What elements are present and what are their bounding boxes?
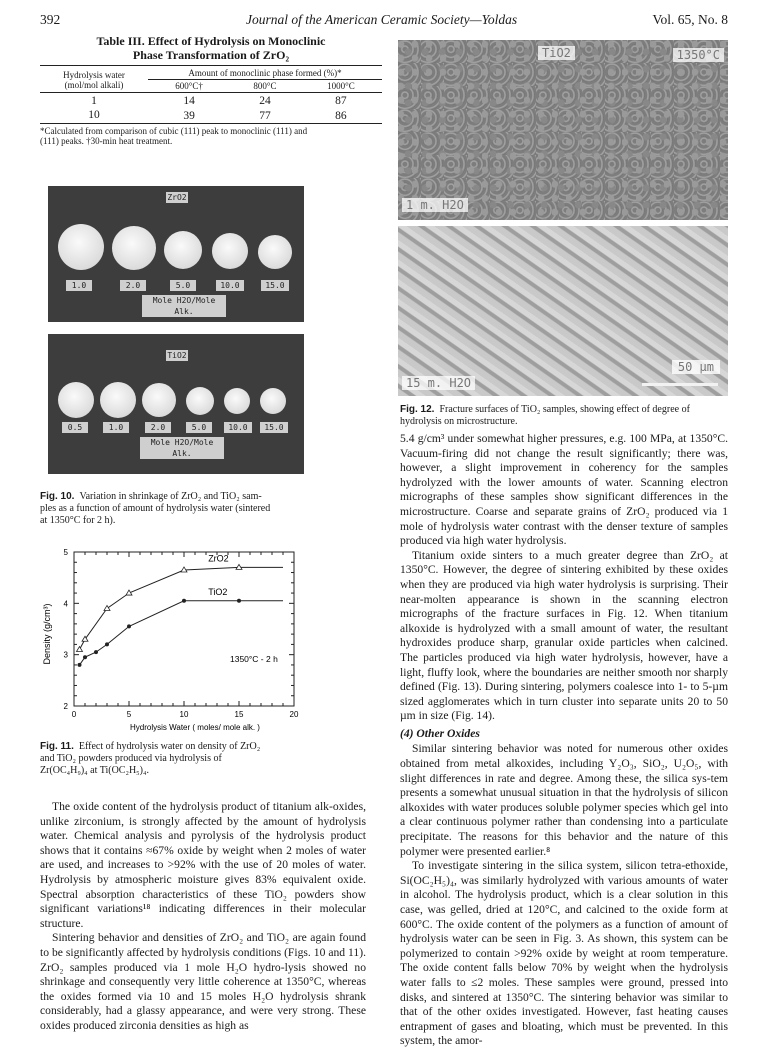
section-heading: (4) Other Oxides: [400, 726, 480, 740]
cell: 39: [183, 109, 195, 122]
sample-disk: [58, 382, 94, 418]
sample-label: 15.0: [261, 280, 289, 291]
fig10-zro2-photo: [48, 186, 304, 322]
cell: 87: [335, 94, 347, 107]
body-paragraph: The oxide content of the hydrolysis product of titanium alk-oxides, unlike zirconium, is strongly affected by the amount of hydrolysis water. Chemical analysis and pyrolysis of the hydrolysis product shows that it contains ≈67% oxide by weight when 2 moles of water are used, and increases to >92% with the use of 20 moles of water. Hydrolysis by atmospheric moisture gives 83% equivalent oxide. Spectral absorption characteristics of these TiO₂ powders show significant variations¹⁸ indicating differences in their molecular structure.: [40, 800, 366, 930]
cell: 1: [91, 95, 97, 107]
table-iii: [40, 34, 382, 146]
series-label: TiO2: [208, 586, 228, 597]
cell: 24: [259, 94, 271, 107]
fig10-tio2-photo: [48, 334, 304, 474]
water-tag: 1 m. H2O: [402, 198, 468, 212]
caption-label: Fig. 12.: [400, 404, 435, 415]
body-paragraph: 5.4 g/cm³ under somewhat higher pressures, e.g. 100 MPa, at 1350°C. Vacuum-firing did not change the result significantly; there was, however, a slight improvement in coherency for the samples hydrolyzed with the lower amounts of water. Scanning electron micrographs of these samples show significant differences in the microstructure. Coarse and separate grains of ZrO₂ produced via 1 mole of hydrolysis water contrast with the denser texture of samples produced via high water hydrolysis.: [400, 432, 728, 548]
table-footnote-1: *Calculated from comparison of cubic (111) peak to monoclinic (111) and: [40, 126, 308, 136]
y-axis-label: Density (g/cm³): [42, 603, 52, 665]
y-tick-label: 5: [63, 548, 68, 557]
body-paragraph: Similar sintering behavior was noted for numerous other oxides obtained from metal alkoxides, including Y₂O₃, SiO₂, U₂O₅, with slight differences in rate and degree. Among these, the silica sys-tem presents a somewhat unusual situation in that the hydrolysis of silicon alkoxides with water produces soluble polymer species which gel into a clear continuous polymer rather than condensing into a particulate precipitate. The reasons for this behavior and the nature of this polymer were presented earlier.⁸: [400, 742, 728, 858]
sample-disk: [164, 231, 202, 269]
col-head-temp: 1000°C: [327, 81, 355, 91]
sample-label: 5.0: [170, 280, 196, 291]
sample-label: 2.0: [145, 422, 171, 433]
data-point-triangle: [104, 605, 110, 610]
table-title-line1: Table III. Effect of Hydrolysis on Monoclinic: [96, 34, 326, 48]
cell: 10: [88, 109, 100, 121]
cell: 14: [183, 94, 195, 107]
fig12-caption: [400, 404, 730, 428]
sample-label: 10.0: [216, 280, 244, 291]
series-label: ZrO2: [208, 553, 229, 564]
table-row: [40, 93, 382, 109]
sample-disk: [58, 224, 104, 270]
plot-frame: [74, 552, 294, 706]
fig11-caption: [40, 741, 340, 777]
x-tick-label: 15: [234, 710, 244, 719]
material-tag: TiO2: [538, 46, 575, 60]
sample-disk: [260, 388, 286, 414]
sample-disk: [112, 226, 156, 270]
data-point-dot: [182, 599, 186, 603]
caption-text: Variation in shrinkage of ZrO₂ and TiO₂ sam-: [79, 491, 262, 502]
sample-disk: [142, 383, 176, 417]
col-head-temp: 600°C†: [175, 81, 203, 91]
caption-label: Fig. 11.: [40, 741, 74, 752]
sample-disk: [100, 382, 136, 418]
temperature-tag: 1350°C: [673, 48, 724, 62]
left-column-text: [40, 800, 366, 1034]
zro2-tag: ZrO2: [167, 193, 187, 202]
volume-issue: Vol. 65, No. 8: [652, 12, 728, 27]
sample-label: 10.0: [224, 422, 252, 433]
caption-text: Effect of hydrolysis water on density of ZrO₂: [78, 741, 261, 752]
sample-disk: [186, 387, 214, 415]
data-point-dot: [94, 650, 98, 654]
x-tick-label: 0: [71, 710, 77, 719]
data-point-dot: [237, 599, 241, 603]
running-title: Journal of the American Ceramic Society—Yoldas: [246, 12, 518, 27]
cell: 86: [335, 109, 347, 122]
scale-bar-label: 50 µm: [672, 360, 720, 374]
x-tick-label: 10: [179, 710, 189, 719]
fig12-micrograph-high-water: [398, 226, 728, 396]
water-ratio-tag: Mole H2O/Mole Alk.: [142, 295, 226, 317]
col-head-water-2: (mol/mol alkali): [64, 79, 124, 90]
sample-label: 5.0: [186, 422, 212, 433]
table-title-line2: Phase Transformation of ZrO₂: [132, 48, 290, 62]
water-tag: 15 m. H2O: [402, 376, 475, 390]
data-point-dot: [105, 642, 109, 646]
sample-label: 1.0: [103, 422, 129, 433]
fig10-caption: [40, 491, 340, 527]
water-ratio-tag: Mole H2O/Mole Alk.: [140, 437, 224, 459]
body-paragraph: To investigate sintering in the silica system, silicon tetra-ethoxide, Si(OC₂H₅)₄, was similarly hydrolyzed with various amounts of water in alcohol. The hydrolysis product, which is a clear solution in this case, was gelled, dried at 120°C, and calcined to the oxide form at 600°C. The oxide content of the polymers as a function of amount of hydrolysis water can be seen in Fig. 3. As shown, this system can be polymerized to contain >92% oxide by weight at room temperature. The oxide content falls below 70% by weight when the hydrolysis water falls to ≤2 moles. These samples were ground, pressed into disks, and sintered at 1350°C. The sintering behavior was similar to that of the other oxides investigated. However, fast heating causes entrapment of gases and bloating, which must be prevented. In this system, the amor-: [400, 859, 728, 1048]
scale-bar: [642, 383, 718, 386]
table-grid: [40, 65, 382, 124]
y-tick-label: 4: [63, 599, 68, 609]
table-footnote-2: (111) peaks. †30-min heat treatment.: [40, 136, 173, 146]
sample-disk: [258, 235, 292, 269]
caption-text: hydrolysis on microstructure.: [400, 416, 518, 427]
data-point-dot: [127, 624, 131, 628]
caption-text: Zr(OC₄H₉)₄ at Ti(OC₂H₅)₄.: [40, 765, 149, 776]
y-tick-label: 3: [63, 650, 68, 660]
sample-label: 15.0: [260, 422, 288, 433]
condition-annotation: 1350°C - 2 h: [230, 654, 278, 664]
x-axis-label: Hydrolysis Water ( moles/ mole alk. ): [130, 723, 260, 732]
sample-disk: [212, 233, 248, 269]
cell: 77: [259, 109, 271, 122]
y-tick-label: 2: [63, 702, 68, 711]
sample-label: 2.0: [120, 280, 146, 291]
data-point-dot: [78, 663, 82, 667]
x-tick-label: 20: [289, 710, 299, 719]
sample-label: 0.5: [62, 422, 88, 433]
page-number: 392: [40, 12, 61, 27]
sample-label: 1.0: [66, 280, 92, 291]
col-group-head: Amount of monoclinic phase formed (%)*: [148, 66, 382, 80]
data-point-triangle: [77, 647, 83, 652]
col-head-temp: 800°C: [253, 81, 277, 91]
body-paragraph: Sintering behavior and densities of ZrO₂ and TiO₂ are again found to be significantly affected by hydrolysis conditions (Figs. 10 and 11). ZrO₂ samples produced via 1 mole H₂O hydro-lysis showed no shrinkage and consequently very little coherence at 1350°C, whereas the oxides formed via 10 and 15 moles H₂O hydrolysis shrank considerably, had a glassy appearance, and were very strong. These oxides produced zirconia densities as high as: [40, 931, 366, 1032]
tio2-tag: TiO2: [167, 351, 187, 360]
caption-text: at 1350°C for 2 h).: [40, 515, 116, 526]
caption-text: and TiO₂ powders produced via hydrolysis of: [40, 753, 222, 764]
fig11-density-chart: [40, 542, 310, 734]
sample-disk: [224, 388, 250, 414]
fig12-micrograph-low-water: [398, 40, 728, 220]
data-point-dot: [83, 655, 87, 659]
table-row: [40, 108, 382, 124]
caption-label: Fig. 10.: [40, 491, 75, 502]
body-paragraph: Titanium oxide sinters to a much greater degree than ZrO₂ at 1350°C. However, the degree of sintering exhibited by these oxides when they are produced via high water hydrolysis is surprising. Their near-molten appearance is shown in the scanning electron micrographs of the fracture surfaces in Fig. 12. When titanium alkoxide is hydrolyzed with a small amount of water, the resultant hydroxides produce sharp, granular oxide particles when calcined. The particles produced via high water hydrolysis, however, have a light, fluffy look, where the boundaries are neither smooth nor sharply defined (Fig. 13). During sintering, polymers coalesce into 1- to 5-µm sized agglomerates which in turn cluster into separate units 20 to 50 µm in size (Fig. 14).: [400, 548, 728, 723]
caption-text: Fracture surfaces of TiO₂ samples, showing effect of degree of: [439, 404, 690, 415]
caption-text: ples as a function of amount of hydrolysis water (sintered: [40, 503, 271, 514]
series-line-zro2: [80, 567, 284, 649]
col-head-water-1: Hydrolysis water: [63, 69, 125, 80]
x-tick-label: 5: [126, 710, 132, 719]
right-column-text: [400, 432, 728, 1049]
